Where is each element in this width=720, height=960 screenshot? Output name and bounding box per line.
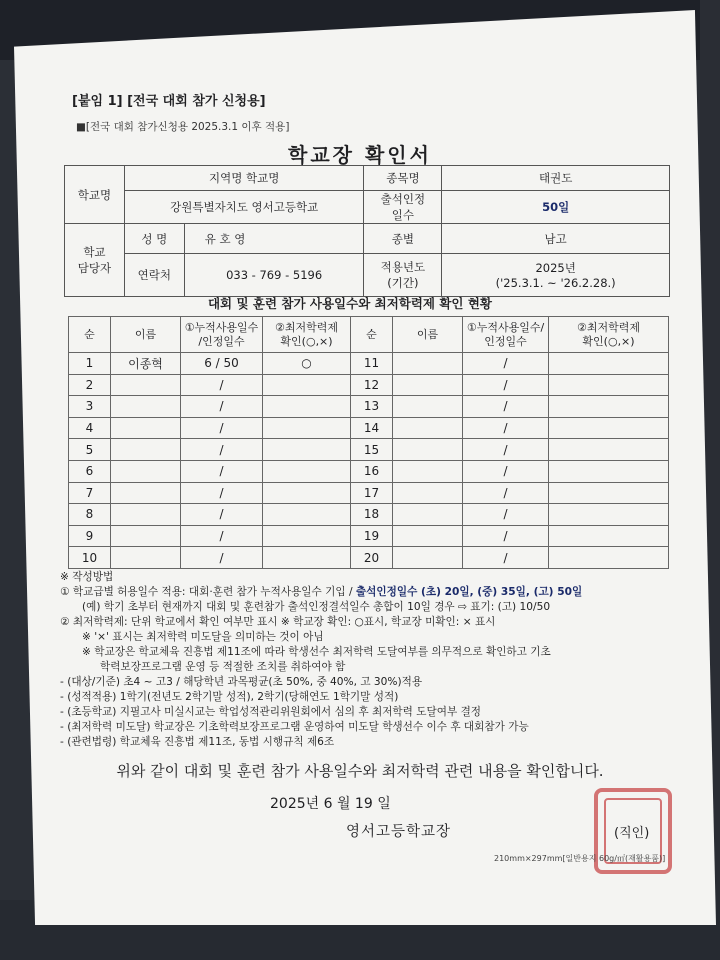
row-number: 6 <box>69 460 111 482</box>
header-name-right: 이름 <box>393 317 463 353</box>
school-name: 강원특별자치도 영서고등학교 <box>124 191 364 224</box>
note-line-5: ※ 학교장은 학교체육 진흥법 제11조에 따라 학생선수 최저학력 도달여부를 의무적으로 확인하고 기초 <box>82 646 551 658</box>
principal-signature: 영서고등학교장 <box>346 824 452 840</box>
row-check <box>263 439 351 461</box>
row-days: / <box>181 374 263 396</box>
sport-label: 종목명 <box>364 166 442 191</box>
row-number: 5 <box>69 439 111 461</box>
row-number-right: 19 <box>351 525 393 547</box>
row-check-right <box>549 374 669 396</box>
attachment-label: [붙임 1] [전국 대회 참가 신청용] <box>72 94 266 109</box>
row-number: 10 <box>69 547 111 569</box>
row-name <box>111 525 181 547</box>
row-number: 4 <box>69 417 111 439</box>
paper-spec-footer: 210mm×297mm[일반용지 60g/㎡(재활용품)] <box>494 854 666 863</box>
row-check-right <box>549 547 669 569</box>
row-days: / <box>181 547 263 569</box>
row-name <box>111 396 181 418</box>
row-name-right <box>393 482 463 504</box>
row-name <box>111 482 181 504</box>
attendance-label: 출석인정 일수 <box>364 191 442 224</box>
manager-name: 유 호 영 <box>184 224 364 254</box>
sport-value: 태권도 <box>442 166 670 191</box>
row-check <box>263 547 351 569</box>
row-days: / <box>181 396 263 418</box>
instructions <box>60 570 680 750</box>
row-check <box>263 460 351 482</box>
row-days-right: / <box>463 374 549 396</box>
row-check-right <box>549 417 669 439</box>
table-row <box>69 353 669 375</box>
row-name-right <box>393 374 463 396</box>
row-number-right: 11 <box>351 353 393 375</box>
name-label: 성 명 <box>124 224 184 254</box>
row-name <box>111 417 181 439</box>
note-line-9: - (초등학교) 지필고사 미실시교는 학업성적관리위원회에서 심의 후 최저학력 도달여부 결정 <box>60 706 482 718</box>
row-name-right <box>393 417 463 439</box>
row-name <box>111 374 181 396</box>
table-row <box>69 417 669 439</box>
attendance-days: 50일 <box>442 191 670 224</box>
period-label: 적용년도 (기간) <box>364 254 442 297</box>
row-days-right: / <box>463 504 549 526</box>
row-days: / <box>181 460 263 482</box>
header-check-right: ②최저학력제 확인(○,×) <box>549 317 669 353</box>
row-name-right <box>393 353 463 375</box>
row-check <box>263 396 351 418</box>
school-label: 학교명 <box>65 166 125 224</box>
row-name-right <box>393 547 463 569</box>
row-check-right <box>549 460 669 482</box>
header-num-right: 순 <box>351 317 393 353</box>
row-number-right: 20 <box>351 547 393 569</box>
row-number: 8 <box>69 504 111 526</box>
row-name <box>111 547 181 569</box>
row-number-right: 14 <box>351 417 393 439</box>
athlete-table <box>68 316 669 569</box>
row-name <box>111 504 181 526</box>
row-days-right: / <box>463 417 549 439</box>
note-line-10: - (최저학력 미도달) 학교장은 기초학력보장프로그램 운영하여 미도달 학생선수 이수 후 대회참가 가능 <box>60 721 529 733</box>
row-number: 1 <box>69 353 111 375</box>
row-number: 3 <box>69 396 111 418</box>
row-name: 이종혁 <box>111 353 181 375</box>
row-days: / <box>181 439 263 461</box>
row-days: / <box>181 482 263 504</box>
row-number-right: 13 <box>351 396 393 418</box>
row-number: 2 <box>69 374 111 396</box>
row-days-right: / <box>463 439 549 461</box>
period-value: 2025년 ('25.3.1. ~ '26.2.28.) <box>442 254 670 297</box>
header-num: 순 <box>69 317 111 353</box>
region-line: 지역명 학교명 <box>124 166 364 191</box>
row-number-right: 17 <box>351 482 393 504</box>
row-check-right <box>549 504 669 526</box>
row-check <box>263 417 351 439</box>
row-check <box>263 525 351 547</box>
row-days: / <box>181 417 263 439</box>
row-number-right: 15 <box>351 439 393 461</box>
note-line-4: ※ '×' 표시는 최저학력 미도달을 의미하는 것이 아님 <box>82 631 324 643</box>
row-name <box>111 460 181 482</box>
row-check <box>263 374 351 396</box>
row-name-right <box>393 504 463 526</box>
row-check-right <box>549 439 669 461</box>
row-name-right <box>393 460 463 482</box>
row-days-right: / <box>463 482 549 504</box>
note-line-11: - (관련법령) 학교체육 진흥법 제11조, 동법 시행규칙 제6조 <box>60 736 335 748</box>
row-days-right: / <box>463 525 549 547</box>
table-row <box>69 504 669 526</box>
seal-label: (직인) <box>614 826 650 841</box>
table-row <box>69 547 669 569</box>
note-line-8: - (성적적용) 1학기(전년도 2학기말 성적), 2학기(당해연도 1학기말 성적) <box>60 691 399 703</box>
table-row <box>69 482 669 504</box>
row-name-right <box>393 525 463 547</box>
header-days: ①누적사용일수 /인정일수 <box>181 317 263 353</box>
table-row <box>69 460 669 482</box>
row-days-right: / <box>463 547 549 569</box>
gender-label: 종별 <box>364 224 442 254</box>
info-table <box>64 165 670 297</box>
row-number-right: 12 <box>351 374 393 396</box>
row-days-right: / <box>463 353 549 375</box>
note-line-6: 학력보장프로그램 운영 등 적절한 조치를 취하여야 함 <box>100 661 346 673</box>
issue-date: 2025년 6 월 19 일 <box>270 796 391 812</box>
row-check-right <box>549 353 669 375</box>
note-line-7: - (대상/기준) 초4 ~ 고3 / 해당학년 과목평균(초 50%, 중 40%, 고 30%)적용 <box>60 676 423 688</box>
contact-label: 연락처 <box>124 254 184 297</box>
row-days: / <box>181 504 263 526</box>
row-check-right <box>549 525 669 547</box>
row-check: ○ <box>263 353 351 375</box>
note-line-1: ① 학교급별 허용일수 적용: 대회·훈련 참가 누적사용일수 기입 / 출석인정일수 (초) 20일, (중) 35일, (고) 50일 <box>60 586 583 598</box>
row-number-right: 16 <box>351 460 393 482</box>
header-check: ②최저학력제 확인(○,×) <box>263 317 351 353</box>
row-days: / <box>181 525 263 547</box>
notes-heading: ※ 작성방법 <box>60 571 114 583</box>
row-number: 7 <box>69 482 111 504</box>
note-line-2: (예) 학기 초부터 현재까지 대회 및 훈련참가 출석인정결석일수 총합이 10일 경우 ⇨ 표기: (고) 10/50 <box>82 601 551 613</box>
section-title: 대회 및 훈련 참가 사용일수와 최저학력제 확인 현황 <box>207 296 493 311</box>
row-check <box>263 504 351 526</box>
row-name-right <box>393 439 463 461</box>
attachment-sub: ■[전국 대회 참가신청용 2025.3.1 이후 적용] <box>76 121 290 133</box>
gender-value: 남고 <box>442 224 670 254</box>
row-number: 9 <box>69 525 111 547</box>
confirm-statement: 위와 같이 대회 및 훈련 참가 사용일수와 최저학력 관련 내용을 확인합니다. <box>116 762 604 780</box>
document-title: 학교장 확인서 <box>288 143 432 167</box>
header-name: 이름 <box>111 317 181 353</box>
row-days-right: / <box>463 396 549 418</box>
table-row <box>69 439 669 461</box>
row-check <box>263 482 351 504</box>
table-row <box>69 525 669 547</box>
table-row <box>69 374 669 396</box>
row-name-right <box>393 396 463 418</box>
row-name <box>111 439 181 461</box>
row-check-right <box>549 396 669 418</box>
table-row <box>69 396 669 418</box>
row-number-right: 18 <box>351 504 393 526</box>
row-days-right: / <box>463 460 549 482</box>
row-check-right <box>549 482 669 504</box>
header-days-right: ①누적사용일수/ 인정일수 <box>463 317 549 353</box>
manager-label: 학교 담당자 <box>65 224 125 297</box>
row-days: 6 / 50 <box>181 353 263 375</box>
contact-value: 033 - 769 - 5196 <box>184 254 364 297</box>
note-line-3: ② 최저학력제: 단위 학교에서 확인 여부만 표시 ※ 학교장 확인: ○표시, 학교장 미확인: × 표시 <box>60 616 496 628</box>
